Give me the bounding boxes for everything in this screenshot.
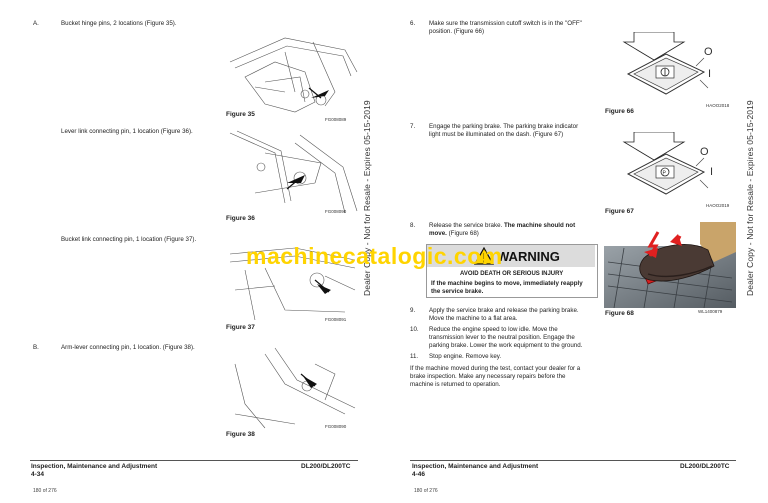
step-9-line-1: Apply the service brake and release the parking brake. (429, 307, 579, 314)
step-8-number: 8. (410, 222, 416, 229)
figure-37-caption: Figure 37 (226, 324, 255, 331)
step-10-line-1: Reduce the engine speed to low idle. Move the (429, 326, 558, 333)
figure-35-caption: Figure 35 (226, 111, 255, 118)
step-8-line-1-plain: Release the service brake. (429, 222, 504, 229)
figure-68-caption: Figure 68 (605, 310, 634, 317)
lever-link-text: Lever link connecting pin, 1 location (Figure 36). (61, 128, 193, 135)
step-9-number: 9. (410, 307, 416, 314)
final-paragraph-line-3: machine is returned to operation. (410, 381, 501, 388)
figure-67-code: HAOO2019 (706, 203, 730, 208)
figure-35-code: FG008089 (325, 117, 347, 122)
figure-66-switch-drawing (604, 32, 734, 106)
figure-37-code: FG008091 (325, 317, 347, 322)
right-page-count: 180 of 276 (414, 488, 438, 494)
step-7-line-2: light must be illuminated on the dash. (Figure 67) (429, 131, 564, 138)
warning-subtitle: AVOID DEATH OR SERIOUS INJURY (460, 271, 564, 277)
left-footer-rule (30, 460, 358, 461)
right-footer-title: Inspection, Maintenance and Adjustment (412, 463, 539, 470)
figure-66-code: HAOO2018 (706, 103, 730, 108)
left-side-stamp: Dealer Copy - Not for Resale - Expires 05-15-2019 (362, 100, 372, 296)
final-paragraph-line-1: If the machine moved during the test, contact your dealer for a (410, 365, 581, 372)
switch-on-label-67: I (710, 166, 714, 178)
warning-title: WARNING (497, 249, 560, 264)
step-a-text: Bucket hinge pins, 2 locations (Figure 35). (61, 20, 177, 27)
figure-35-bucket-hinge-drawing (225, 32, 365, 116)
switch-off-label-66: O (704, 46, 713, 58)
warning-body-1: If the machine begins to move, immediately reapply (431, 280, 583, 287)
step-10-line-3: parking brake. Lower the work equipment to the ground. (429, 342, 583, 349)
final-paragraph-line-2: brake inspection. Make any necessary repairs before the (410, 373, 566, 380)
figure-36-lever-link-drawing (225, 123, 365, 215)
right-footer-model: DL200/DL200TC (680, 463, 730, 470)
right-side-stamp: Dealer Copy - Not for Resale - Expires 05-15-2019 (745, 100, 755, 296)
step-b-number: B. (33, 344, 39, 351)
step-b-text: Arm-lever connecting pin, 1 location. (Figure 38). (61, 344, 195, 351)
left-footer-page: 4-34 (31, 471, 45, 478)
step-9-line-2: Move the machine to a flat area. (429, 315, 518, 322)
left-page-count: 180 of 276 (33, 488, 57, 494)
step-7-line-1: Engage the parking brake. The parking brake indicator (429, 123, 579, 130)
left-footer-title: Inspection, Maintenance and Adjustment (31, 463, 158, 470)
switch-on-label-66: I (708, 68, 712, 80)
figure-67-caption: Figure 67 (605, 208, 634, 215)
right-footer-page: 4-46 (412, 471, 426, 478)
step-11-text: Stop engine. Remove key. (429, 353, 502, 360)
step-8-line-1-bold: The machine should not (503, 222, 576, 229)
watermark-text: machinecatalogic.com (246, 243, 503, 269)
step-8-line-2-plain: (Figure 68) (446, 230, 479, 237)
step-10-line-2: transmission lever to the neutral position. Engage the (429, 334, 575, 341)
figure-66-caption: Figure 66 (605, 108, 634, 115)
figure-38-caption: Figure 38 (226, 431, 255, 438)
step-11-number: 11. (410, 353, 419, 360)
figure-36-code: FG008090 (325, 209, 347, 214)
step-a-number: A. (33, 20, 39, 27)
step-7-number: 7. (410, 123, 416, 130)
left-footer-model: DL200/DL200TC (301, 463, 351, 470)
switch-off-label-67: O (700, 146, 709, 158)
figure-67-parking-brake-drawing (604, 132, 734, 206)
bucket-link-text: Bucket link connecting pin, 1 location (Figure 37). (61, 236, 197, 243)
figure-68-code: WL1400879 (698, 309, 723, 314)
figure-68-brake-pedal-image (604, 222, 736, 308)
svg-text:P: P (662, 170, 666, 177)
step-6-line-2: position. (Figure 66) (429, 28, 485, 35)
warning-body-2: the service brake. (431, 288, 484, 295)
step-6-line-1: Make sure the transmission cutoff switch is in the "OFF" (429, 20, 582, 27)
step-8-line-2-bold: move. (429, 230, 447, 237)
step-8-line-2 (429, 230, 479, 238)
right-footer-rule (410, 460, 736, 461)
figure-38-arm-lever-drawing (225, 344, 365, 430)
step-8-line-1 (429, 222, 575, 230)
step-6-number: 6. (410, 20, 416, 27)
figure-36-caption: Figure 36 (226, 215, 255, 222)
step-10-number: 10. (410, 326, 419, 333)
figure-38-code: FG008090 (325, 424, 347, 429)
